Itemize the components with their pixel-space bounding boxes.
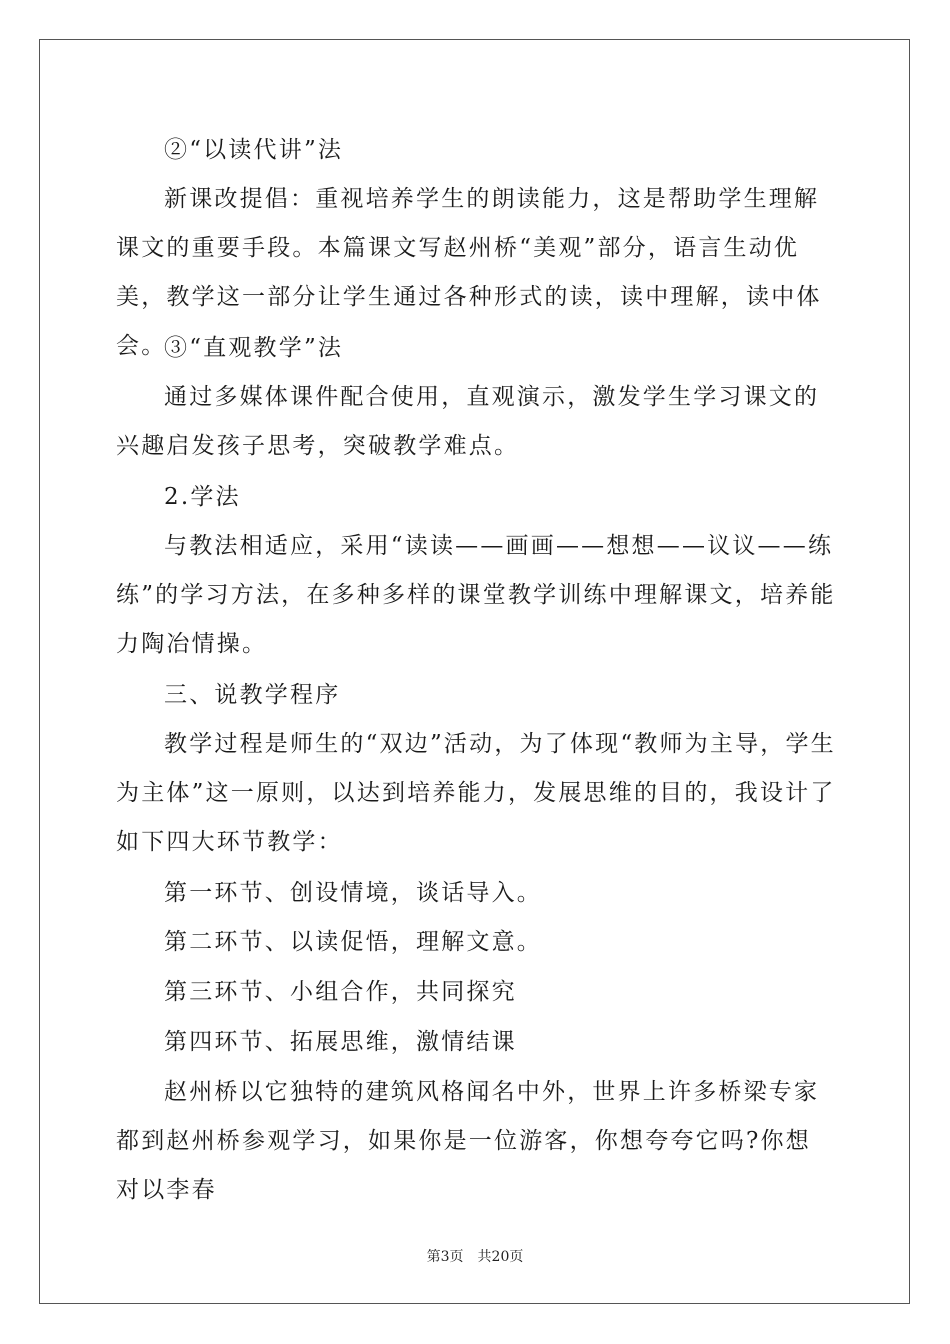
page-total: 共20页	[477, 1249, 524, 1265]
list-item-stage-1: 第一环节、创设情境，谈话导入。	[164, 880, 542, 906]
list-item-stage-3: 第三环节、小组合作，共同探究	[164, 979, 517, 1005]
heading-read-method: ②“以读代讲”法	[164, 137, 344, 163]
list-item-stage-4: 第四环节、拓展思维，激情结课	[164, 1029, 517, 1055]
heading-teaching-procedure: 三、说教学程序	[164, 682, 341, 708]
heading-learning-method: 2.学法	[164, 484, 241, 510]
paragraph-zhaozhou-bridge: 赵州桥以它独特的建筑风格闻名中外，世界上许多桥梁专家都到赵州桥参观学习，如果你是一位游客，你想夸夸它吗?你想对以李春	[116, 1079, 820, 1203]
list-item-stage-2: 第二环节、以读促悟，理解文意。	[164, 929, 542, 955]
paragraph-multimedia: 通过多媒体课件配合使用，直观演示，激发学生学习课文的兴趣启发孩子思考，突破教学难点。	[116, 384, 820, 459]
paragraph-learning-method: 与教法相适应，采用“读读——画画——想想——议议——练练”的学习方法，在多种多样的课堂教学训练中理解课文，培养能力陶冶情操。	[116, 533, 836, 657]
page-footer	[0, 1246, 950, 1266]
paragraph-reading-ability: 新课改提倡：重视培养学生的朗读能力，这是帮助学生理解课文的重要手段。本篇课文写赵州桥“美观”部分，语言生动优美，教学这一部分让学生通过各种形式的读，读中理解，读中体会。	[116, 186, 822, 359]
paragraph-teaching-process: 教学过程是师生的“双边”活动，为了体现“教师为主导，学生为主体”这一原则，以达到培养能力，发展思维的目的，我设计了如下四大环节教学：	[116, 731, 836, 855]
page-number: 第3页	[426, 1249, 464, 1265]
heading-intuitive-method: ③“直观教学”法	[164, 335, 344, 361]
